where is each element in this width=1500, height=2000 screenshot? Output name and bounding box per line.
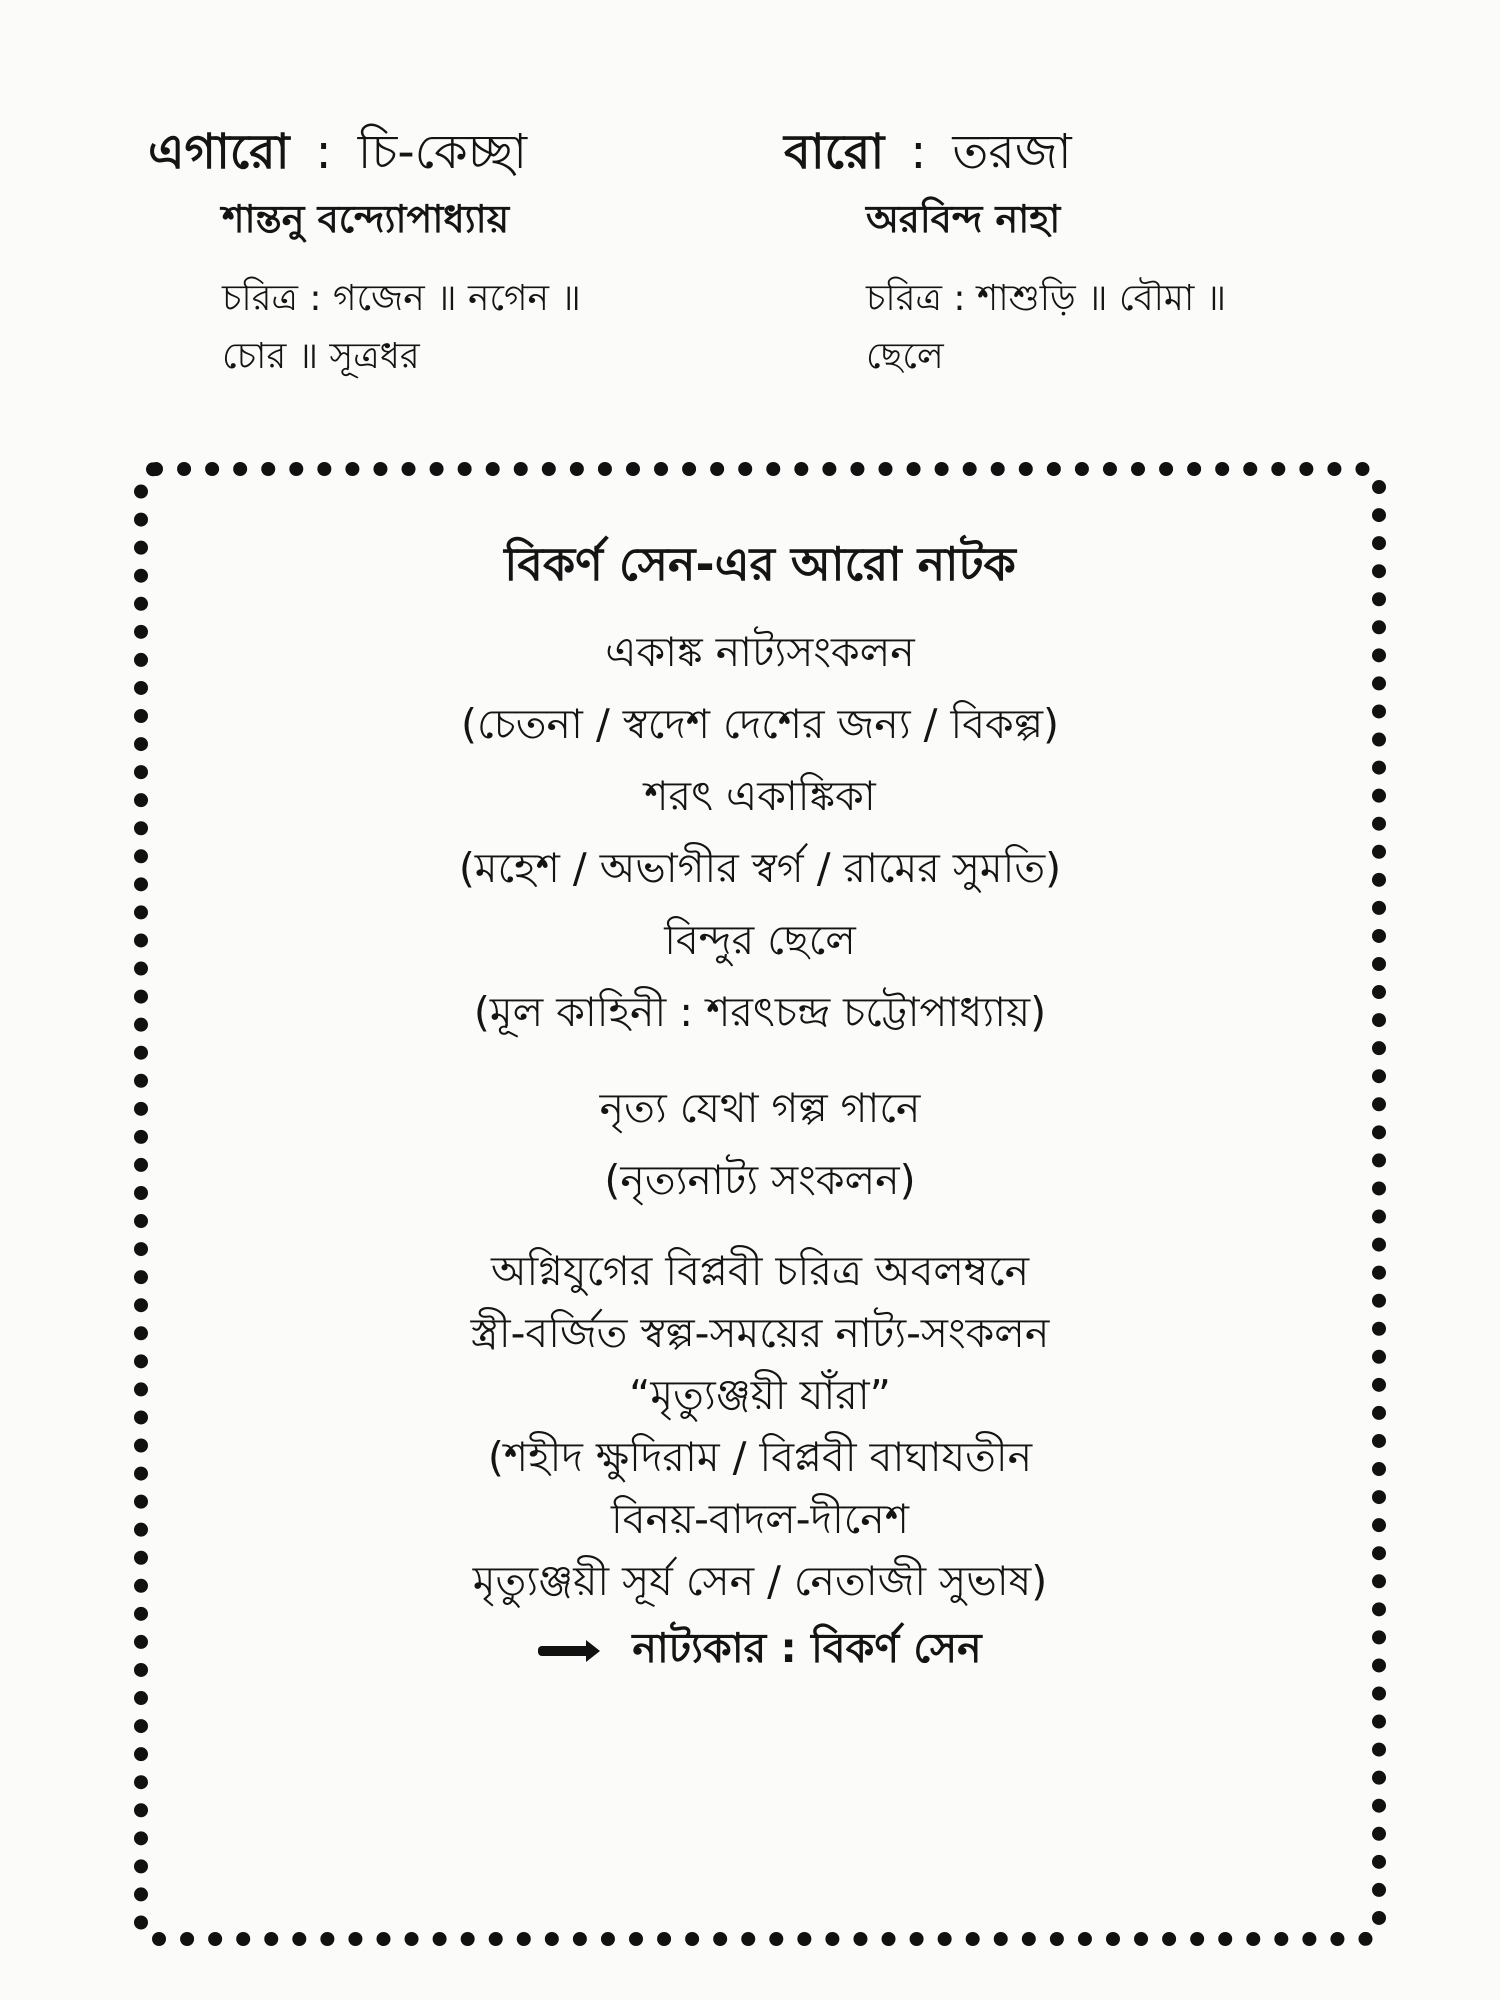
separator: : — [910, 124, 927, 180]
book-contents: (মূল কাহিনী : শরৎচন্দ্র চট্টোপাধ্যায়) — [473, 988, 1047, 1036]
book-title: “মৃত্যুঞ্জয়ী যাঁরা” — [629, 1371, 891, 1419]
play-number: বারো — [784, 124, 885, 180]
play-author: অরবিন্দ নাহা — [866, 197, 1061, 241]
play-author: শান্তনু বন্দ্যোপাধ্যায় — [222, 197, 510, 241]
more-plays-section — [148, 532, 1372, 1684]
book-contents: বিনয়-বাদল-দীনেশ — [610, 1495, 910, 1543]
book-title: নৃত্য যেথা গল্প গানে — [599, 1084, 921, 1132]
play-heading — [784, 122, 1404, 182]
playwright-line — [148, 1612, 1372, 1684]
book-title: শরৎ একাঙ্কিকা — [644, 772, 876, 820]
play-number: এগারো — [148, 124, 290, 180]
characters-line: চোর ॥ সূত্রধর — [222, 336, 420, 377]
separator: : — [315, 124, 332, 180]
play-eleven — [148, 122, 768, 386]
book-contents: (চেতনা / স্বদেশ দেশের জন্য / বিকল্প) — [461, 700, 1059, 748]
characters-line: চরিত্র : গজেন ॥ নগেন ॥ — [222, 278, 581, 319]
book-contents: (মহেশ / অভাগীর স্বর্গ / রামের সুমতি) — [458, 844, 1062, 892]
book-description: স্ত্রী-বর্জিত স্বল্প-সময়ের নাট্য-সংকলন — [470, 1309, 1050, 1357]
play-twelve — [784, 122, 1404, 386]
book-contents: (নৃত্যনাট্য সংকলন) — [604, 1156, 916, 1204]
characters-line: ছেলে — [866, 336, 944, 377]
book-title: একাঙ্ক নাট্যসংকলন — [605, 628, 915, 676]
book-description: অগ্নিযুগের বিপ্লবী চরিত্র অবলম্বনে — [490, 1247, 1030, 1295]
playwright-credit: নাট্যকার : বিকর্ণ সেন — [632, 1624, 982, 1672]
arrow-right-icon — [538, 1646, 592, 1656]
play-title: চি-কেচ্ছা — [357, 124, 528, 180]
book-contents: মৃত্যুঞ্জয়ী সূর্য সেন / নেতাজী সুভাষ) — [472, 1557, 1048, 1605]
play-title: তরজা — [952, 124, 1072, 180]
book-title: বিন্দুর ছেলে — [664, 916, 856, 964]
play-heading — [148, 122, 768, 182]
section-title: বিকর্ণ সেন-এর আরো নাটক — [504, 537, 1016, 591]
book-contents: (শহীদ ক্ষুদিরাম / বিপ্লবী বাঘাযতীন — [487, 1433, 1033, 1481]
characters-line: চরিত্র : শাশুড়ি ॥ বৌমা ॥ — [866, 278, 1227, 319]
dotted-border-box — [134, 462, 1386, 1946]
